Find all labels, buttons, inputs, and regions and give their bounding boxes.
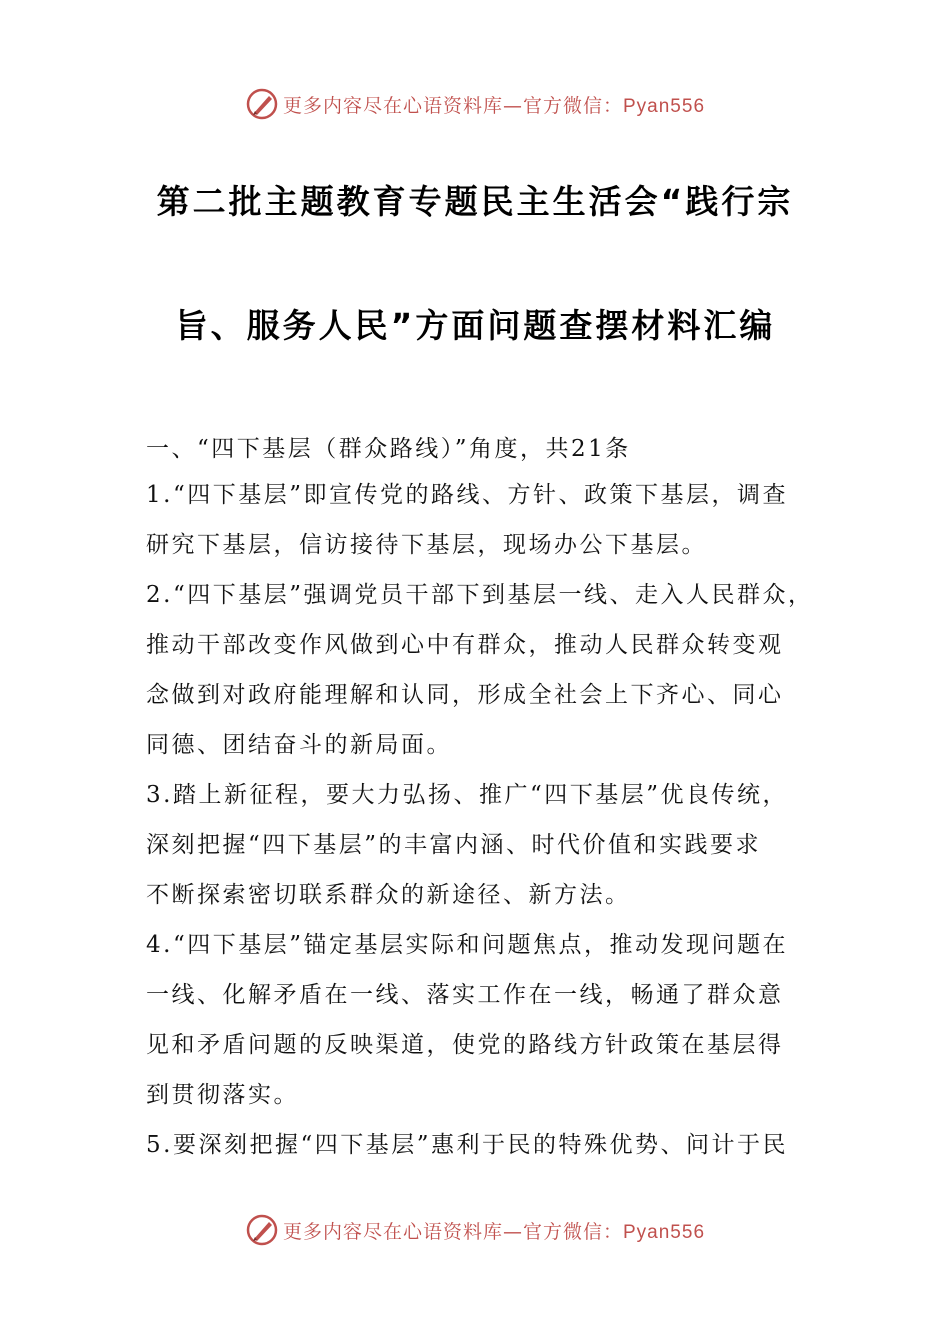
body-line: 见和矛盾问题的反映渠道，使党的路线方针政策在基层得	[146, 1032, 784, 1058]
body-line: 推动干部改变作风做到心中有群众，推动人民群众转变观	[146, 632, 784, 658]
watermark-header	[0, 84, 950, 124]
body-line: 4.“四下基层”锚定基层实际和问题焦点，推动发现问题在	[146, 932, 788, 958]
body-line: 3.踏上新征程，要大力弘扬、推广“四下基层”优良传统，	[146, 782, 788, 808]
watermark-footer	[0, 1210, 950, 1250]
watermark-text: 更多内容尽在心语资料库—官方微信：Pyan556	[282, 94, 706, 117]
document-title-line-2: 旨、服务人民”方面问题查摆材料汇编	[174, 306, 776, 345]
section-heading: 一、“四下基层（群众路线）”角度，共21条	[146, 436, 631, 462]
document-body	[146, 428, 826, 1170]
document-title-line-1: 第二批主题教育专题民主生活会“践行宗	[156, 182, 794, 221]
body-line: 同德、团结奋斗的新局面。	[146, 732, 452, 758]
body-line: 2.“四下基层”强调党员干部下到基层一线、走入人民群众，	[146, 582, 814, 608]
body-line: 到贯彻落实。	[146, 1082, 299, 1108]
body-line: 1.“四下基层”即宣传党的路线、方针、政策下基层，调查	[146, 482, 788, 508]
pen-circle-logo-icon	[245, 1213, 279, 1247]
body-line: 研究下基层，信访接待下基层，现场办公下基层。	[146, 532, 707, 558]
body-line: 念做到对政府能理解和认同，形成全社会上下齐心、同心	[146, 682, 784, 708]
pen-circle-logo-icon	[245, 87, 279, 121]
watermark-text: 更多内容尽在心语资料库—官方微信：Pyan556	[282, 1220, 706, 1243]
body-line: 不断探索密切联系群众的新途径、新方法。	[146, 882, 631, 908]
body-line: 深刻把握“四下基层”的丰富内涵、时代价值和实践要求	[146, 832, 762, 858]
body-line: 一线、化解矛盾在一线、落实工作在一线，畅通了群众意	[146, 982, 784, 1008]
body-line: 5.要深刻把握“四下基层”惠利于民的特殊优势、问计于民	[146, 1132, 788, 1158]
